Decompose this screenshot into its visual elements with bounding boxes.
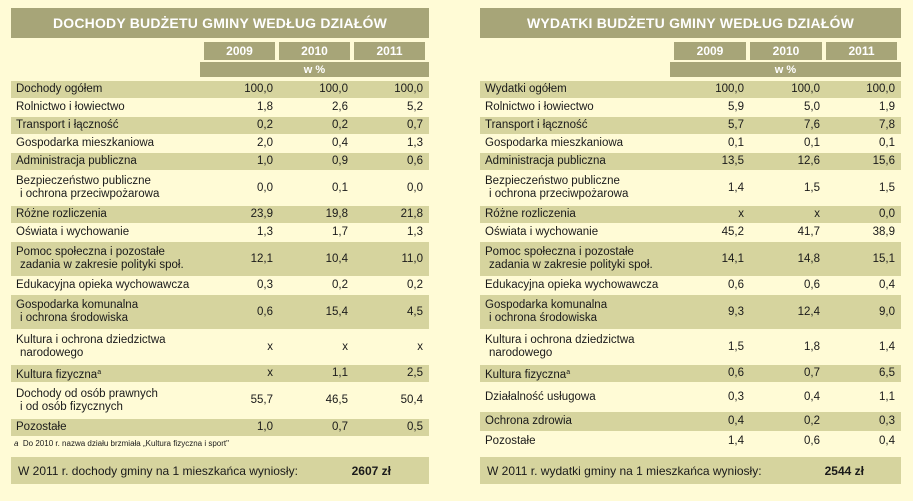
value-cell: 100,0 bbox=[394, 83, 423, 95]
row-label-line1: Gospodarka komunalna bbox=[485, 299, 608, 311]
row-label-line1: Oświata i wychowanie bbox=[485, 226, 599, 238]
row-label-line2: i ochrona środowiska bbox=[489, 312, 598, 324]
value-cell: 13,5 bbox=[721, 155, 744, 167]
value-cell: 100,0 bbox=[791, 83, 820, 95]
value-cell: 1,5 bbox=[728, 340, 744, 353]
row-label-line1: Ochrona zdrowia bbox=[485, 415, 572, 427]
value-cell: 5,2 bbox=[407, 101, 423, 113]
row-label bbox=[480, 366, 675, 382]
value-cell: 7,8 bbox=[879, 119, 895, 131]
row-label-line1: Edukacyjna opieka wychowawcza bbox=[485, 279, 659, 291]
row-label bbox=[11, 388, 205, 414]
expenses-year-header bbox=[480, 42, 901, 60]
value-cell: 100,0 bbox=[244, 83, 273, 95]
table-row bbox=[480, 364, 901, 382]
row-label-line1: Wydatki ogółem bbox=[485, 83, 567, 95]
income-summary-text: W 2011 r. dochody gminy na 1 mieszkańca wyniosły: bbox=[18, 463, 298, 478]
row-label bbox=[11, 366, 205, 382]
table-row bbox=[480, 152, 901, 170]
value-cell: 1,3 bbox=[407, 226, 423, 238]
row-label bbox=[11, 175, 205, 201]
value-cell: 0,2 bbox=[332, 279, 348, 291]
table-row bbox=[480, 329, 901, 364]
value-cell: 9,3 bbox=[728, 305, 744, 318]
income-panel bbox=[11, 8, 429, 448]
value-cell: 0,3 bbox=[728, 390, 744, 403]
row-label bbox=[480, 175, 675, 201]
value-cell: 12,1 bbox=[250, 252, 273, 265]
value-cell: 1,4 bbox=[879, 340, 895, 353]
value-cell: 23,9 bbox=[250, 208, 273, 220]
row-label bbox=[11, 334, 205, 360]
value-cell: 0,6 bbox=[257, 305, 273, 318]
value-cell: 0,1 bbox=[879, 137, 895, 149]
row-label-line1: Administracja publiczna bbox=[485, 155, 606, 167]
row-label bbox=[480, 101, 675, 114]
value-cell: 1,1 bbox=[332, 367, 348, 379]
row-label bbox=[480, 299, 675, 325]
value-cell: 0,0 bbox=[257, 181, 273, 194]
value-cell: 10,4 bbox=[325, 252, 348, 265]
row-label bbox=[480, 279, 675, 292]
value-cell: x bbox=[342, 340, 348, 353]
row-label-line1: Rolnictwo i łowiectwo bbox=[16, 101, 125, 113]
value-cell: 12,6 bbox=[797, 155, 820, 167]
row-label bbox=[480, 246, 675, 272]
value-cell: 46,5 bbox=[325, 394, 348, 406]
value-cell: 1,9 bbox=[879, 101, 895, 113]
expenses-summary bbox=[480, 457, 901, 484]
value-cell: 1,8 bbox=[257, 101, 273, 113]
value-cell: 0,6 bbox=[804, 435, 820, 447]
row-label bbox=[480, 119, 675, 132]
value-cell: x bbox=[267, 367, 273, 379]
row-label-line1: Administracja publiczna bbox=[16, 155, 137, 167]
table-row bbox=[480, 134, 901, 152]
row-label bbox=[11, 421, 205, 434]
value-cell: 0,4 bbox=[728, 415, 744, 427]
row-label-line2: zadania w zakresie polityki społ. bbox=[20, 259, 184, 271]
row-label bbox=[480, 137, 675, 150]
table-row bbox=[480, 223, 901, 241]
row-label-line1: Gospodarka mieszkaniowa bbox=[16, 137, 155, 149]
value-cell: 1,0 bbox=[257, 421, 273, 433]
value-cell: 1,0 bbox=[257, 155, 273, 167]
value-cell: 0,0 bbox=[407, 181, 423, 194]
value-cell: 0,3 bbox=[879, 415, 895, 427]
income-footnote bbox=[11, 439, 429, 448]
value-cell: 55,7 bbox=[250, 394, 273, 406]
row-label-line1: Gospodarka mieszkaniowa bbox=[485, 137, 624, 149]
income-table bbox=[11, 80, 429, 436]
income-year-2011: 2011 bbox=[354, 42, 425, 60]
row-label-line2: i od osób fizycznych bbox=[20, 400, 123, 413]
table-row bbox=[11, 152, 429, 170]
row-label-line1: Oświata i wychowanie bbox=[16, 226, 130, 238]
value-cell: x bbox=[738, 208, 744, 220]
expenses-table bbox=[480, 80, 901, 451]
row-label bbox=[11, 246, 205, 272]
income-title: DOCHODY BUDŻETU GMINY WEDŁUG DZIAŁÓW bbox=[11, 8, 429, 38]
value-cell: 0,0 bbox=[879, 208, 895, 220]
row-label bbox=[480, 155, 675, 168]
row-label-line1: Pomoc społeczna i pozostałe bbox=[485, 246, 634, 258]
row-label-line1: Rolnictwo i łowiectwo bbox=[485, 101, 594, 113]
row-label bbox=[480, 83, 675, 96]
value-cell: 2,5 bbox=[407, 367, 423, 379]
footnote-marker: a bbox=[566, 368, 571, 376]
value-cell: 2,0 bbox=[257, 137, 273, 149]
income-year-2009: 2009 bbox=[204, 42, 275, 60]
value-cell: 7,6 bbox=[804, 119, 820, 131]
value-cell: 100,0 bbox=[715, 83, 744, 95]
row-label-line1: Pozostałe bbox=[485, 435, 536, 447]
expenses-unit-header bbox=[480, 62, 901, 77]
row-label-line1: Edukacyjna opieka wychowawcza bbox=[16, 279, 190, 291]
value-cell: 50,4 bbox=[400, 394, 423, 406]
value-cell: 2,6 bbox=[332, 101, 348, 113]
value-cell: 0,7 bbox=[407, 119, 423, 131]
row-label-line1: Dochody ogółem bbox=[16, 83, 103, 95]
value-cell: 0,6 bbox=[728, 367, 744, 379]
value-cell: 0,2 bbox=[804, 415, 820, 427]
table-row bbox=[480, 241, 901, 276]
value-cell: 15,6 bbox=[872, 155, 895, 167]
value-cell: 6,5 bbox=[879, 367, 895, 379]
table-row bbox=[11, 205, 429, 223]
row-label-line1: Działalność usługowa bbox=[485, 390, 596, 403]
row-label bbox=[11, 226, 205, 239]
value-cell: 0,3 bbox=[257, 279, 273, 291]
row-label bbox=[480, 208, 675, 221]
row-label bbox=[11, 279, 205, 292]
table-row bbox=[11, 241, 429, 276]
value-cell: 0,2 bbox=[407, 279, 423, 291]
row-label-line2: zadania w zakresie polityki społ. bbox=[489, 259, 653, 271]
row-label-line1: Transport i łączność bbox=[485, 119, 588, 131]
value-cell: 0,6 bbox=[728, 279, 744, 291]
value-cell: 0,2 bbox=[257, 119, 273, 131]
row-label-line2: narodowego bbox=[489, 347, 553, 359]
expenses-unit: w % bbox=[670, 62, 901, 77]
table-row bbox=[11, 134, 429, 152]
row-label-line1: Dochody od osób prawnych bbox=[16, 387, 158, 400]
row-label-line1: Kultura fizyczna bbox=[16, 368, 98, 381]
income-unit: w % bbox=[200, 62, 429, 77]
value-cell: 15,4 bbox=[325, 305, 348, 318]
value-cell: 1,1 bbox=[879, 390, 895, 403]
value-cell: 1,8 bbox=[804, 340, 820, 353]
value-cell: 5,9 bbox=[728, 101, 744, 113]
row-label bbox=[480, 391, 675, 404]
row-label-line2: narodowego bbox=[20, 347, 84, 359]
table-row bbox=[11, 294, 429, 329]
table-row bbox=[480, 276, 901, 294]
value-cell: 1,3 bbox=[407, 137, 423, 149]
value-cell: 0,6 bbox=[407, 155, 423, 167]
table-row bbox=[480, 80, 901, 98]
table-row bbox=[480, 205, 901, 223]
table-row bbox=[11, 80, 429, 98]
table-row bbox=[480, 382, 901, 411]
value-cell: 0,1 bbox=[728, 137, 744, 149]
income-year-2010: 2010 bbox=[279, 42, 350, 60]
value-cell: 0,4 bbox=[879, 279, 895, 291]
value-cell: 1,7 bbox=[332, 226, 348, 238]
expenses-year-2010: 2010 bbox=[750, 42, 822, 60]
table-row bbox=[11, 170, 429, 205]
table-row bbox=[480, 294, 901, 329]
value-cell: 45,2 bbox=[721, 226, 744, 238]
value-cell: 1,4 bbox=[728, 435, 744, 447]
value-cell: 1,3 bbox=[257, 226, 273, 238]
row-label-line1: Bezpieczeństwo publiczne bbox=[485, 175, 620, 187]
value-cell: 100,0 bbox=[866, 83, 895, 95]
income-summary-value: 2607 zł bbox=[351, 463, 391, 478]
table-row bbox=[480, 98, 901, 116]
value-cell: 1,4 bbox=[728, 181, 744, 194]
value-cell: 0,4 bbox=[804, 390, 820, 403]
row-label bbox=[480, 226, 675, 239]
value-cell: 4,5 bbox=[407, 305, 423, 318]
value-cell: 15,1 bbox=[872, 252, 895, 265]
value-cell: 1,5 bbox=[804, 181, 820, 194]
value-cell: 1,5 bbox=[879, 181, 895, 194]
expenses-panel bbox=[480, 8, 901, 451]
row-label bbox=[11, 101, 205, 114]
table-row bbox=[480, 170, 901, 205]
row-label-line1: Transport i łączność bbox=[16, 119, 119, 131]
table-row bbox=[11, 223, 429, 241]
income-summary bbox=[11, 457, 429, 484]
table-row bbox=[11, 364, 429, 382]
row-label-line1: Różne rozliczenia bbox=[485, 208, 576, 220]
value-cell: 0,4 bbox=[879, 435, 895, 447]
row-label-line2: i ochrona przeciwpożarowa bbox=[489, 188, 629, 200]
row-label-line1: Kultura i ochrona dziedzictwa bbox=[485, 334, 635, 346]
value-cell: 5,0 bbox=[804, 101, 820, 113]
row-label-line1: Gospodarka komunalna bbox=[16, 299, 139, 311]
value-cell: 5,7 bbox=[728, 119, 744, 131]
row-label-line2: i ochrona środowiska bbox=[20, 312, 129, 324]
table-row bbox=[11, 116, 429, 134]
value-cell: 0,1 bbox=[804, 137, 820, 149]
value-cell: 14,1 bbox=[721, 252, 744, 265]
expenses-summary-text: W 2011 r. wydatki gminy na 1 mieszkańca wyniosły: bbox=[487, 463, 762, 478]
table-row bbox=[480, 411, 901, 431]
table-row bbox=[480, 431, 901, 451]
footnote-marker: a bbox=[97, 368, 102, 376]
row-label-line1: Pozostałe bbox=[16, 421, 67, 433]
value-cell: 14,8 bbox=[797, 252, 820, 265]
value-cell: 0,2 bbox=[332, 119, 348, 131]
expenses-title: WYDATKI BUDŻETU GMINY WEDŁUG DZIAŁÓW bbox=[480, 8, 901, 38]
value-cell: 100,0 bbox=[319, 83, 348, 95]
footnote-mark: a bbox=[14, 439, 19, 448]
value-cell: 38,9 bbox=[872, 226, 895, 238]
row-label bbox=[11, 208, 205, 221]
row-label-line1: Różne rozliczenia bbox=[16, 208, 107, 220]
value-cell: 0,9 bbox=[332, 155, 348, 167]
row-label-line2: i ochrona przeciwpożarowa bbox=[20, 188, 160, 200]
value-cell: 21,8 bbox=[400, 208, 423, 220]
row-label bbox=[11, 155, 205, 168]
value-cell: 9,0 bbox=[879, 305, 895, 318]
expenses-year-2011: 2011 bbox=[826, 42, 897, 60]
value-cell: 11,0 bbox=[401, 252, 423, 265]
row-label bbox=[480, 334, 675, 360]
row-label bbox=[480, 415, 675, 428]
row-label-line1: Bezpieczeństwo publiczne bbox=[16, 175, 151, 187]
value-cell: 0,7 bbox=[804, 367, 820, 379]
income-unit-header bbox=[11, 62, 429, 77]
row-label bbox=[11, 137, 205, 150]
value-cell: 12,4 bbox=[797, 305, 820, 318]
row-label bbox=[480, 435, 675, 448]
table-row bbox=[11, 382, 429, 418]
value-cell: x bbox=[267, 340, 273, 353]
value-cell: 19,8 bbox=[325, 208, 348, 220]
row-label bbox=[11, 119, 205, 132]
value-cell: 41,7 bbox=[797, 226, 820, 238]
row-label bbox=[11, 83, 205, 96]
row-label bbox=[11, 299, 205, 325]
row-label-line1: Kultura fizyczna bbox=[485, 368, 567, 381]
value-cell: x bbox=[417, 340, 423, 353]
row-label-line1: Kultura i ochrona dziedzictwa bbox=[16, 334, 166, 346]
value-cell: 0,1 bbox=[332, 181, 348, 194]
table-row bbox=[11, 329, 429, 364]
income-year-header bbox=[11, 42, 429, 60]
value-cell: 0,7 bbox=[332, 421, 348, 433]
table-row bbox=[11, 98, 429, 116]
expenses-summary-value: 2544 zł bbox=[824, 463, 864, 478]
expenses-year-2009: 2009 bbox=[674, 42, 746, 60]
value-cell: x bbox=[814, 208, 820, 220]
table-row bbox=[11, 276, 429, 294]
table-row bbox=[480, 116, 901, 134]
value-cell: 0,5 bbox=[407, 421, 423, 433]
table-row bbox=[11, 418, 429, 436]
value-cell: 0,6 bbox=[804, 279, 820, 291]
row-label-line1: Pomoc społeczna i pozostałe bbox=[16, 246, 165, 258]
value-cell: 0,4 bbox=[332, 137, 348, 149]
footnote-text: Do 2010 r. nazwa działu brzmiała „Kultura fizyczna i sport" bbox=[22, 439, 229, 448]
